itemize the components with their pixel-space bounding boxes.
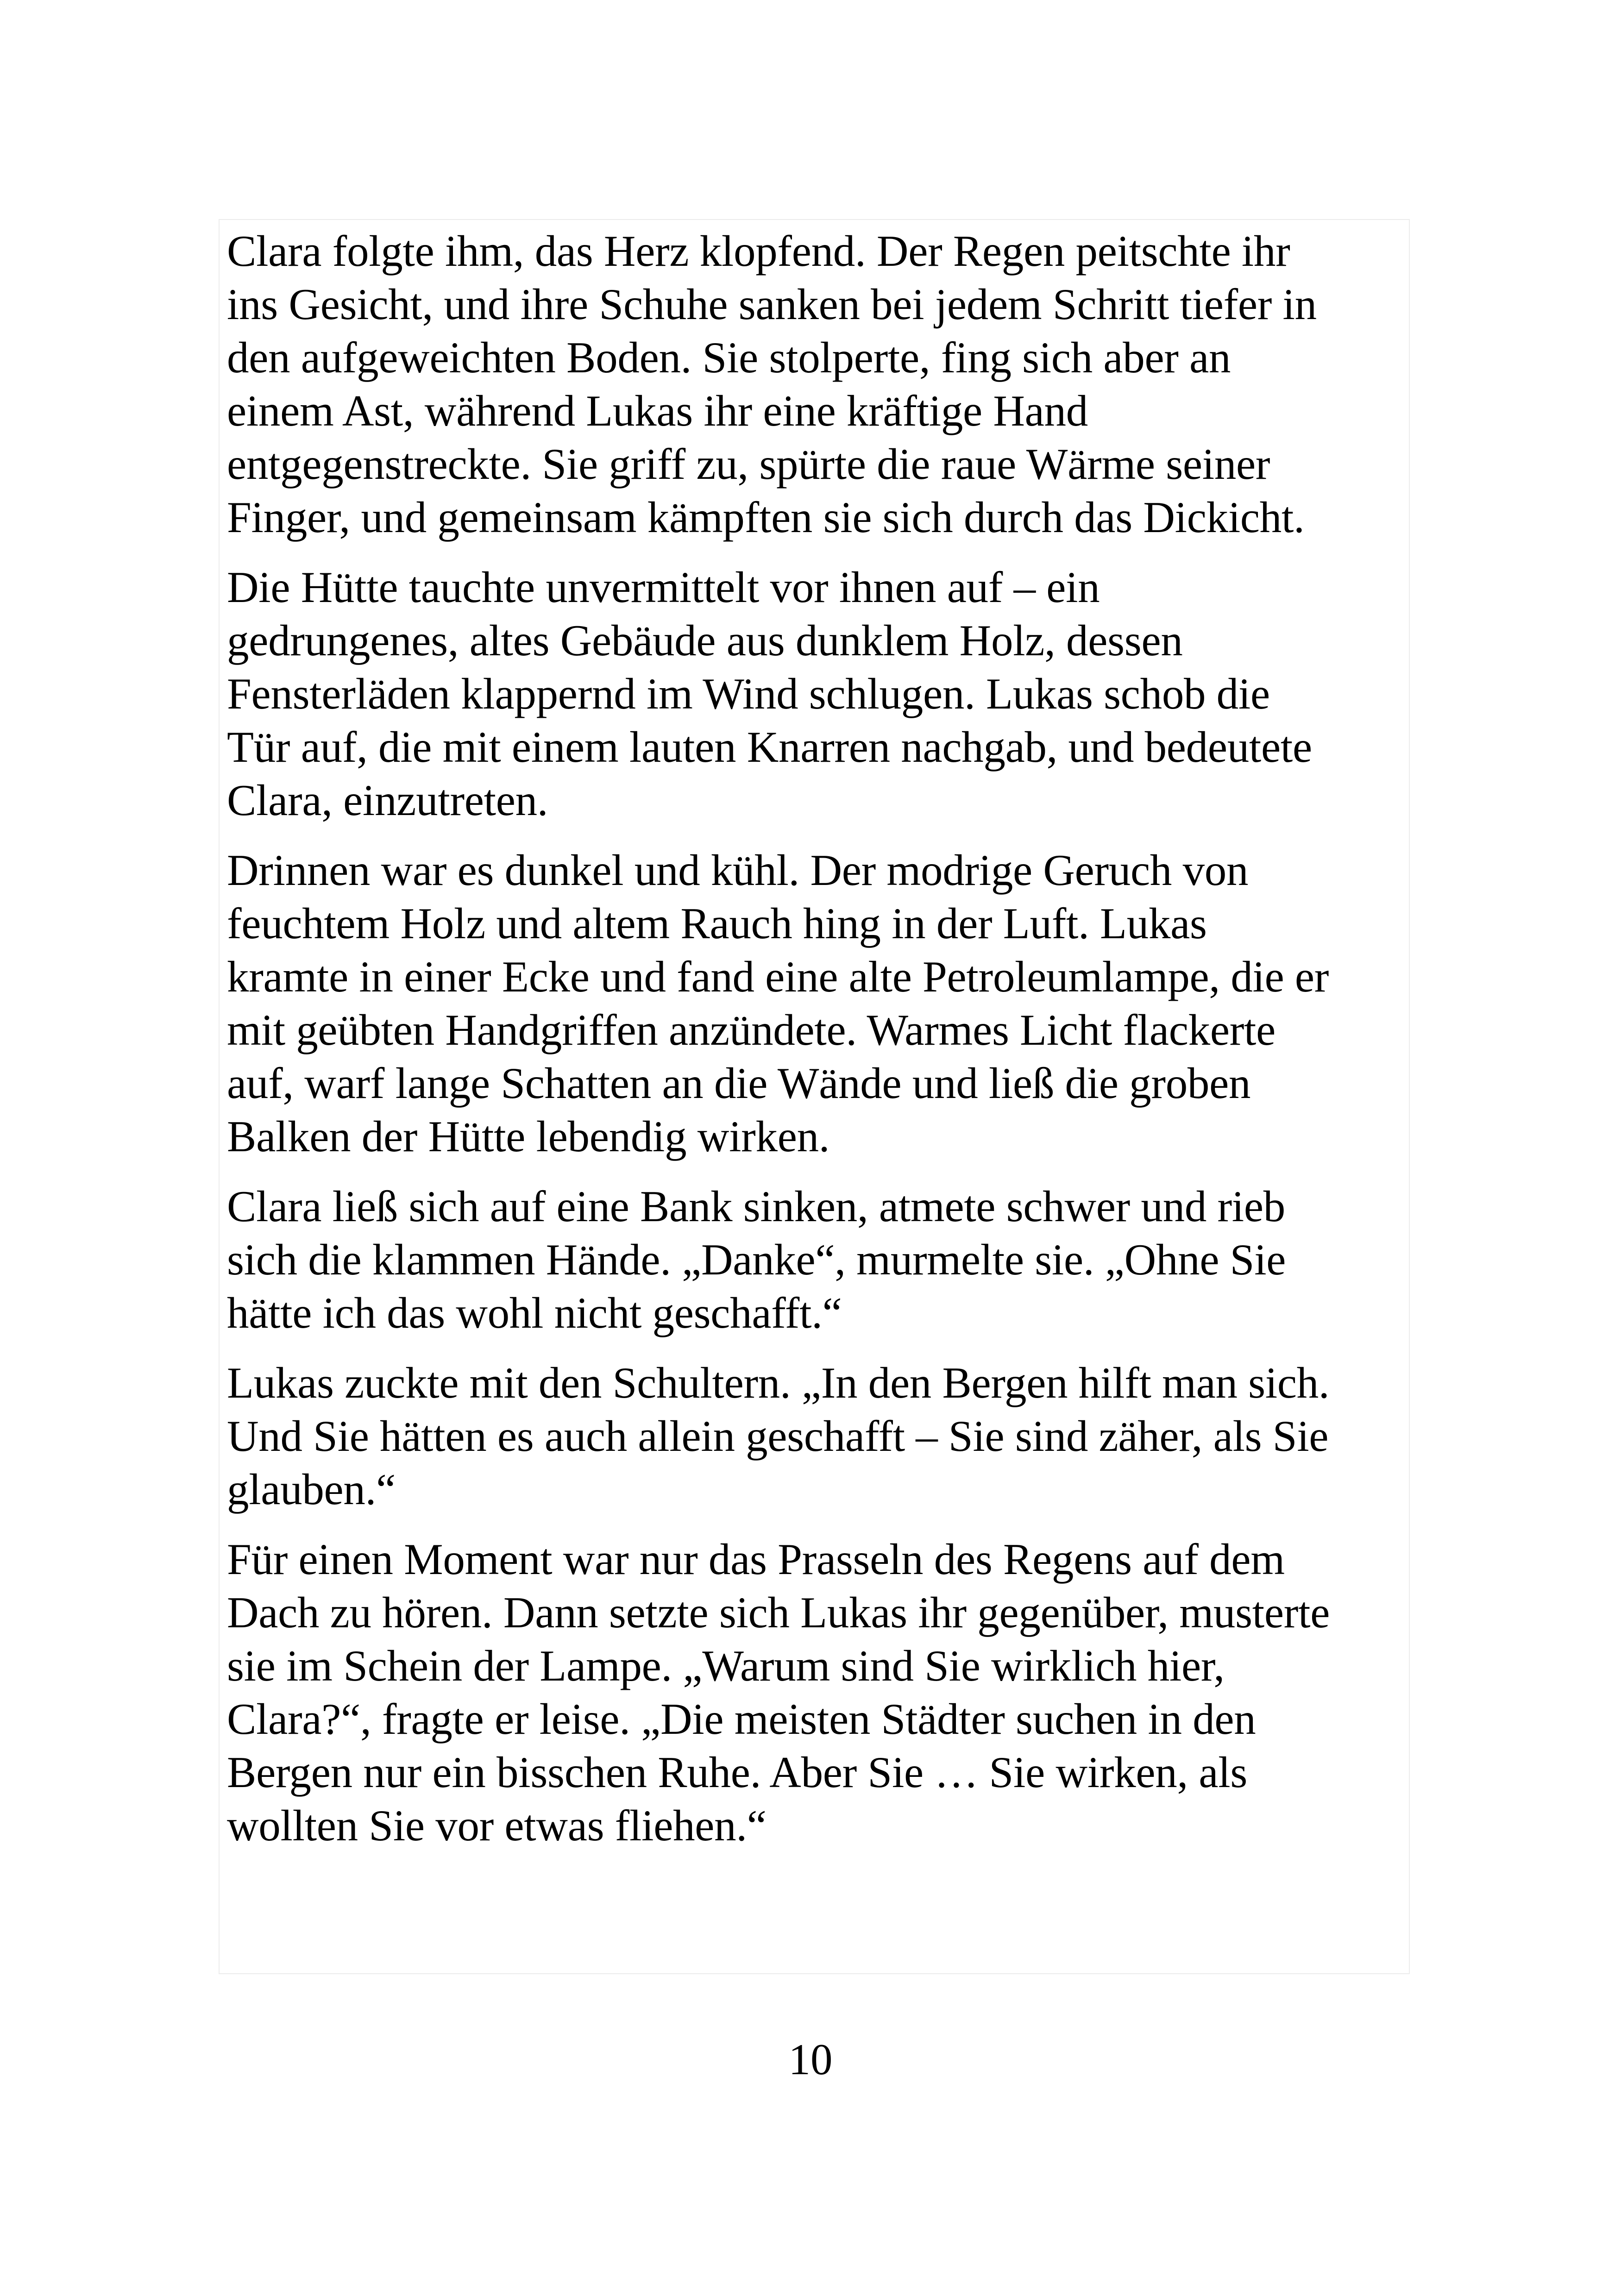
text-line: Für einen Moment war nur das Prasseln des Regens auf dem — [227, 1535, 1285, 1584]
text-line: sich die klammen Hände. „Danke“, murmelte sie. „Ohne Sie — [227, 1235, 1286, 1284]
text-line: Clara folgte ihm, das Herz klopfend. Der Regen peitschte ihr — [227, 226, 1290, 276]
text-line: den aufgeweichten Boden. Sie stolperte, fing sich aber an — [227, 333, 1231, 382]
text-line: Bergen nur ein bisschen Ruhe. Aber Sie … Sie wirken, als — [227, 1748, 1247, 1797]
paragraph — [227, 1180, 1409, 1340]
text-line: Dach zu hören. Dann setzte sich Lukas ihr gegenüber, musterte — [227, 1588, 1330, 1637]
text-line: Lukas zuckte mit den Schultern. „In den Bergen hilft man sich. — [227, 1358, 1330, 1407]
text-line: Tür auf, die mit einem lauten Knarren nachgab, und bedeutete — [227, 722, 1312, 772]
text-line: entgegenstreckte. Sie griff zu, spürte die raue Wärme seiner — [227, 439, 1270, 489]
paragraph — [227, 844, 1409, 1163]
text-line: hätte ich das wohl nicht geschafft.“ — [227, 1288, 842, 1337]
text-line: kramte in einer Ecke und fand eine alte Petroleumlampe, die er — [227, 952, 1329, 1001]
text-line: sie im Schein der Lampe. „Warum sind Sie wirklich hier, — [227, 1641, 1225, 1690]
text-line: Balken der Hütte lebendig wirken. — [227, 1112, 830, 1161]
text-line: einem Ast, während Lukas ihr eine kräftige Hand — [227, 386, 1088, 435]
text-line: Drinnen war es dunkel und kühl. Der modrige Geruch von — [227, 846, 1249, 895]
text-line: gedrungenes, altes Gebäude aus dunklem Holz, dessen — [227, 616, 1183, 665]
text-line: Clara, einzutreten. — [227, 776, 548, 825]
text-line: feuchtem Holz und altem Rauch hing in der Luft. Lukas — [227, 899, 1207, 948]
text-line: wollten Sie vor etwas fliehen.“ — [227, 1801, 767, 1850]
text-line: ins Gesicht, und ihre Schuhe sanken bei jedem Schritt tiefer in — [227, 280, 1317, 329]
paragraph — [227, 225, 1409, 544]
page-number: 10 — [788, 2035, 833, 2084]
text-line: glauben.“ — [227, 1465, 396, 1514]
paragraph — [227, 561, 1409, 827]
paragraph — [227, 1356, 1409, 1516]
text-line: mit geübten Handgriffen anzündete. Warmes Licht flackerte — [227, 1005, 1276, 1054]
text-line: Und Sie hätten es auch allein geschafft – Sie sind zäher, als Sie — [227, 1411, 1329, 1461]
text-line: Clara ließ sich auf eine Bank sinken, atmete schwer und rieb — [227, 1182, 1285, 1231]
paragraph — [227, 1533, 1409, 1852]
text-line: auf, warf lange Schatten an die Wände und ließ die groben — [227, 1059, 1251, 1108]
text-line: Finger, und gemeinsam kämpften sie sich durch das Dickicht. — [227, 493, 1305, 542]
text-line: Die Hütte tauchte unvermittelt vor ihnen auf – ein — [227, 563, 1100, 612]
text-line: Clara?“, fragte er leise. „Die meisten Städter suchen in den — [227, 1694, 1256, 1744]
text-line: Fensterläden klappernd im Wind schlugen. Lukas schob die — [227, 669, 1270, 718]
text-frame — [219, 219, 1410, 1974]
